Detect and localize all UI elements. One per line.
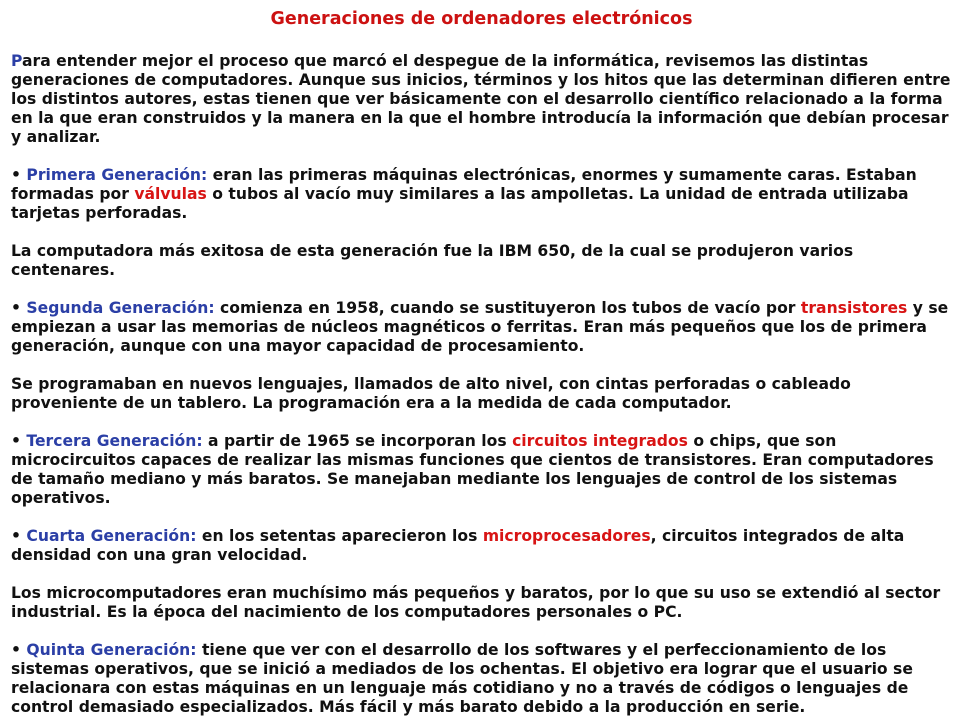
generation-label-1: Primera Generación: [26,166,208,184]
generation-text-after-3: o chips, que son microcircuitos capaces de realizar las mismas funciones que cientos de transistores. Eran computadores de tamaño mediano y más baratos. Se manejaban mediante los lenguajes de control de los sistemas operativos. [11,432,934,507]
generation-label-5: Quinta Generación: [26,641,197,659]
bullet-4: • [11,527,21,545]
generation-extra-2: Se programaban en nuevos lenguajes, llamados de alto nivel, con cintas perforadas o cableado proveniente de un tablero. La programación era a la medida de cada computador. [11,375,851,412]
generation-label-2: Segunda Generación: [26,299,215,317]
generation-extra-4: Los microcomputadores eran muchísimo más pequeños y baratos, por lo que su uso se extendió al sector industrial. Es la época del nacimiento de los computadores personales o PC. [11,584,941,621]
bullet-5: • [11,641,21,659]
generation-text-before-4: en los setentas aparecieron los [196,527,483,545]
intro-first-letter: P [11,52,23,70]
generation-highlight-1: válvulas [134,185,207,203]
generation-highlight-2: transistores [800,299,908,317]
generation-text-after-2: y se empiezan a usar las memorias de núcleos magnéticos o ferritas. Eran más pequeños que los de primera generación, aunque con una mayor capacidad de procesamiento. [11,299,949,355]
generation-text-before-1: eran las primeras máquinas electrónicas, enormes y sumamente caras. Estaban formadas por [11,166,917,203]
generation-highlight-4: microprocesadores [482,527,651,545]
generation-text-after-1: o tubos al vacío muy similares a las ampolletas. La unidad de entrada utilizaba tarjetas perforadas. [11,185,909,222]
generation-text-after-4: , circuitos integrados de alta densidad con una gran velocidad. [11,527,905,564]
page-title: Generaciones de ordenadores electrónicos [270,9,693,29]
generation-paragraph-1 [11,166,952,223]
intro-text: ara entender mejor el proceso que marcó el despegue de la informática, revisemos las distintas generaciones de computadores. Aunque sus inicios, términos y los hitos que las determinan difieren entre los distintos autores, estas tienen que ver básicamente con el desarrollo científico relacionado a la forma en la que eran construidos y la manera en la que el hombre introducía la información que debían procesar y analizar. [11,52,951,146]
bullet-3: • [11,432,21,450]
generation-extra-1: La computadora más exitosa de esta generación fue la IBM 650, de la cual se produjeron varios centenares. [11,242,854,279]
bullet-2: • [11,299,21,317]
generation-paragraph-2 [11,299,952,356]
generation-text-before-5: tiene que ver con el desarrollo de los softwares y el perfeccionamiento de los sistemas operativos, que se inició a mediados de los ochentas. El objetivo era lograr que el usuario se relacionara con estas máquinas en un lenguaje más cotidiano y no a través de códigos o lenguajes de control demasiado especializados. Más fácil y más barato debido a la producción en serie. [11,641,913,716]
document-body [11,52,952,717]
generation-text-before-2: comienza en 1958, cuando se sustituyeron los tubos de vacío por [214,299,801,317]
generation-text-before-3: a partir de 1965 se incorporan los [202,432,513,450]
bullet-1: • [11,166,21,184]
generation-paragraph-4 [11,527,952,565]
generation-label-4: Cuarta Generación: [26,527,197,545]
generation-paragraph-5 [11,641,952,717]
generation-label-3: Tercera Generación: [26,432,203,450]
generation-paragraph-3 [11,432,952,508]
generation-highlight-3: circuitos integrados [512,432,688,450]
intro-paragraph [11,52,952,147]
